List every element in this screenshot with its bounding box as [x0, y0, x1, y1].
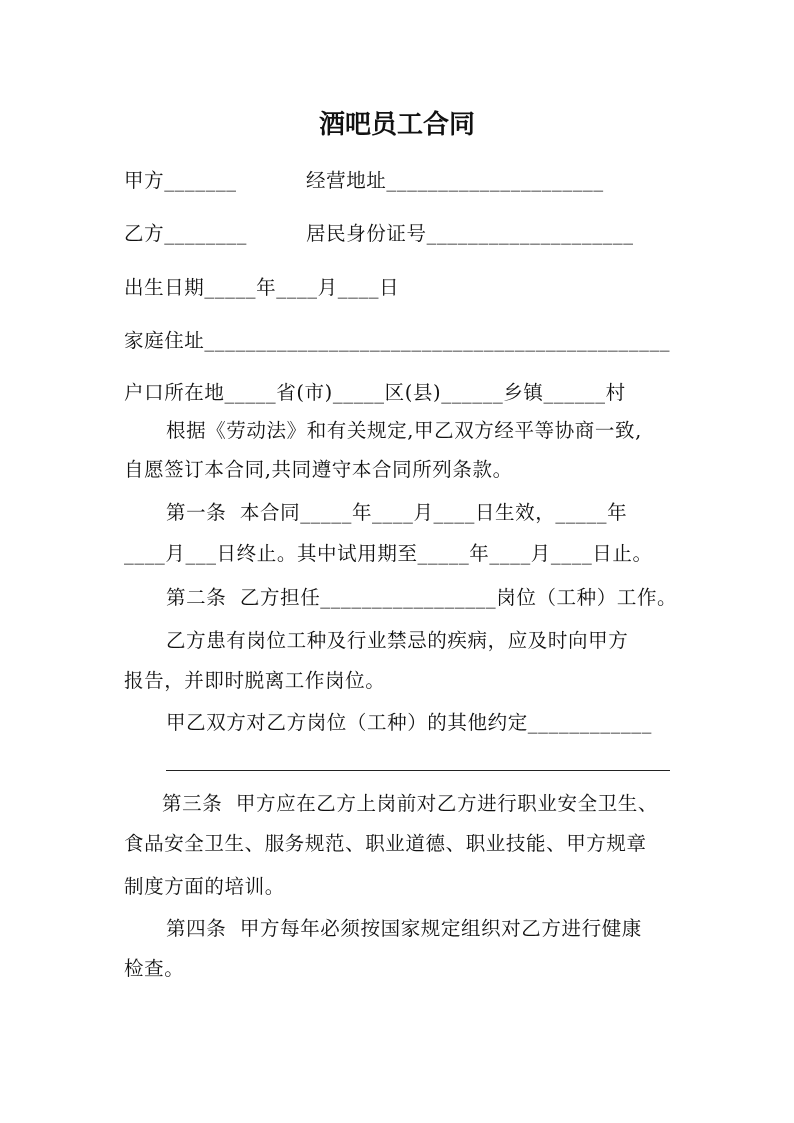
home-address-field: 家庭住址_____________________________________________	[124, 329, 671, 352]
business-address-field: 经营地址_____________________	[306, 169, 604, 192]
paragraph: ____月___日终止。其中试用期至_____年____月____日止。	[124, 542, 653, 565]
hukou-field: 户口所在地_____省(市)_____区(县)______乡镇______村	[124, 381, 626, 404]
paragraph: 自愿签订本合同,共同遵守本合同所列条款。	[124, 458, 513, 481]
blank-line	[166, 770, 670, 771]
article-4: 第四条 甲方每年必须按国家规定组织对乙方进行健康	[166, 917, 642, 940]
article-2: 第二条 乙方担任_________________岗位（工种）工作。	[166, 586, 678, 609]
article-1: 第一条 本合同_____年____月____日生效，_____年	[166, 501, 628, 524]
paragraph: 甲乙双方对乙方岗位（工种）的其他约定____________	[166, 711, 652, 734]
paragraph: 食品安全卫生、服务规范、职业道德、职业技能、甲方规章	[124, 832, 647, 855]
id-number-field: 居民身份证号____________________	[306, 222, 634, 245]
paragraph: 乙方患有岗位工种及行业禁忌的疾病，应及时向甲方	[166, 629, 629, 652]
paragraph: 报告，并即时脱离工作岗位。	[124, 669, 386, 692]
party-b-field: 乙方________	[124, 222, 247, 245]
paragraph: 检查。	[124, 957, 185, 980]
document-title: 酒吧员工合同	[318, 110, 475, 140]
article-3: 第三条 甲方应在乙方上岗前对乙方进行职业安全卫生、	[162, 792, 658, 815]
birth-date-field: 出生日期_____年____月____日	[124, 276, 400, 299]
party-a-field: 甲方_______	[124, 169, 237, 192]
paragraph: 制度方面的培训。	[124, 875, 285, 898]
paragraph: 根据《劳动法》和有关规定,甲乙双方经平等协商一致,	[166, 419, 642, 442]
